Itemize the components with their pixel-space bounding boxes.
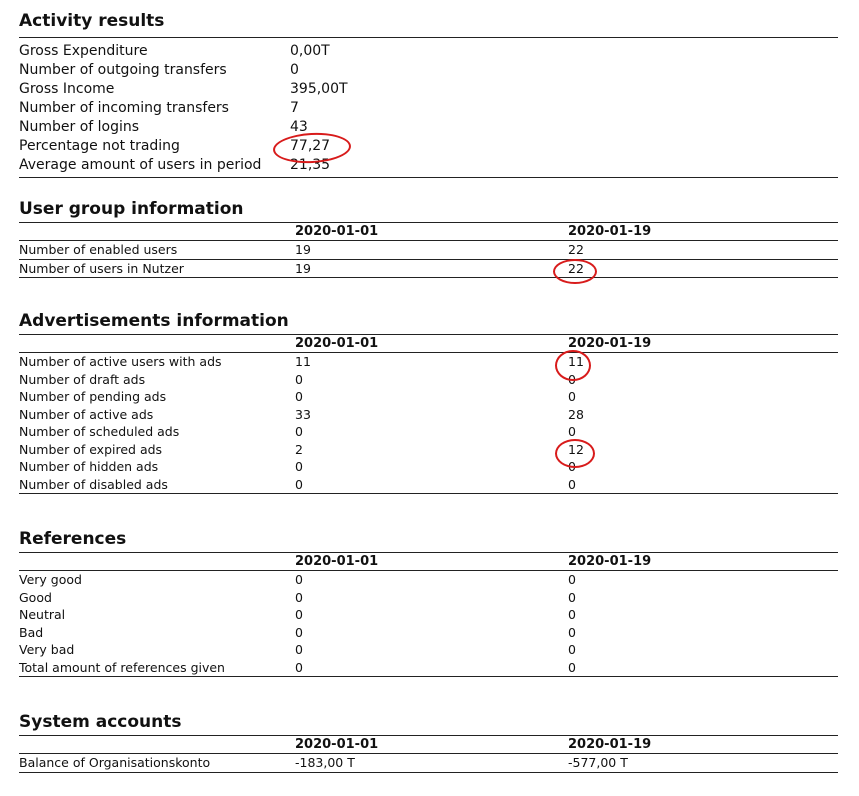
row-value: 0,00T <box>290 43 330 59</box>
row-label: Balance of Organisationskonto <box>19 755 211 770</box>
section-title-system-accounts: System accounts <box>19 712 182 732</box>
divider <box>19 772 838 773</box>
row-label: Number of active ads <box>19 406 154 422</box>
row-label: Good <box>19 589 52 605</box>
row-label: Number of outgoing transfers <box>19 62 227 78</box>
row-value: 7 <box>290 100 299 116</box>
column-header: 2020-01-19 <box>568 224 652 239</box>
column-header: 2020-01-01 <box>295 554 379 569</box>
row-label: Number of draft ads <box>19 371 146 387</box>
row-label: Average amount of users in period <box>19 157 262 173</box>
cell-value: 0 <box>568 589 576 605</box>
references-section <box>19 529 838 677</box>
row-label: Neutral <box>19 607 66 622</box>
activity-row <box>19 99 838 118</box>
cell-value: 2 <box>295 441 303 457</box>
row-label: Number of incoming transfers <box>19 100 229 116</box>
column-header: 2020-01-01 <box>295 224 379 239</box>
table-row <box>19 624 838 642</box>
table-row <box>19 606 838 624</box>
cell-value: 0 <box>295 424 303 439</box>
table-header <box>19 553 838 570</box>
activity-row <box>19 61 838 80</box>
activity-row <box>19 137 838 156</box>
row-value: 21,35 <box>290 157 331 173</box>
table-row <box>19 458 838 476</box>
row-label: Very good <box>19 572 82 587</box>
row-value: 0 <box>290 62 299 78</box>
cell-value: 0 <box>568 624 576 640</box>
row-label: Number of enabled users <box>19 242 178 257</box>
table-row <box>19 423 838 441</box>
cell-value: -577,00 T <box>568 755 628 770</box>
cell-value: 19 <box>295 242 311 257</box>
table-row <box>19 406 838 424</box>
row-value: 395,00T <box>290 81 348 97</box>
table-row <box>19 260 838 278</box>
table-row <box>19 388 838 406</box>
cell-value: 0 <box>568 659 576 675</box>
column-header: 2020-01-19 <box>568 554 652 569</box>
cell-value: 0 <box>295 659 303 675</box>
column-header: 2020-01-01 <box>295 336 379 351</box>
activity-results-section <box>19 11 838 178</box>
table-row <box>19 476 838 494</box>
table-row <box>19 441 838 459</box>
advertisements-section <box>19 311 838 494</box>
divider <box>19 177 838 178</box>
table-row <box>19 371 838 389</box>
row-value: 77,27 <box>290 138 331 154</box>
cell-value: 11 <box>295 354 311 369</box>
table-row <box>19 641 838 659</box>
row-label: Total amount of references given <box>19 659 225 675</box>
cell-value: 0 <box>568 476 576 492</box>
user-group-section <box>19 199 838 278</box>
row-label: Number of scheduled ads <box>19 424 180 439</box>
section-title-user-group: User group information <box>19 199 244 219</box>
row-label: Bad <box>19 624 44 640</box>
table-row <box>19 589 838 607</box>
divider <box>19 277 838 278</box>
cell-value: 0 <box>295 589 303 605</box>
cell-value: 0 <box>568 371 576 387</box>
system-accounts-section <box>19 712 838 773</box>
activity-row <box>19 118 838 137</box>
cell-value: 11 <box>568 354 584 369</box>
table-row <box>19 571 838 589</box>
cell-value: 33 <box>295 406 311 422</box>
cell-value: 0 <box>295 624 303 640</box>
row-label: Very bad <box>19 642 75 657</box>
row-label: Number of logins <box>19 119 140 135</box>
section-title-activity: Activity results <box>19 11 165 31</box>
cell-value: 0 <box>568 424 576 439</box>
column-header: 2020-01-19 <box>568 336 652 351</box>
table-header <box>19 736 838 753</box>
cell-value: 0 <box>295 607 303 622</box>
row-label: Number of hidden ads <box>19 459 159 474</box>
cell-value: 0 <box>295 389 303 404</box>
activity-row <box>19 156 838 175</box>
cell-value: 22 <box>568 242 584 257</box>
cell-value: 0 <box>568 607 576 622</box>
cell-value: 0 <box>568 572 576 587</box>
row-label: Number of expired ads <box>19 441 163 457</box>
section-title-advertisements: Advertisements information <box>19 311 289 331</box>
column-header: 2020-01-19 <box>568 737 652 752</box>
cell-value: -183,00 T <box>295 755 355 770</box>
cell-value: 12 <box>568 441 584 457</box>
cell-value: 0 <box>295 371 303 387</box>
row-label: Number of disabled ads <box>19 476 168 492</box>
row-value: 43 <box>290 119 308 135</box>
row-label: Number of active users with ads <box>19 354 222 369</box>
activity-row <box>19 42 838 61</box>
row-label: Number of users in Nutzer <box>19 260 184 276</box>
cell-value: 0 <box>568 642 576 657</box>
table-row <box>19 353 838 371</box>
row-label: Gross Expenditure <box>19 43 148 59</box>
cell-value: 28 <box>568 406 584 422</box>
table-row <box>19 754 838 772</box>
row-label: Percentage not trading <box>19 138 180 154</box>
cell-value: 0 <box>295 459 303 474</box>
cell-value: 22 <box>568 260 584 276</box>
divider <box>19 493 838 494</box>
table-header <box>19 223 838 240</box>
table-row <box>19 659 838 677</box>
cell-value: 0 <box>568 389 576 404</box>
row-label: Gross Income <box>19 81 115 97</box>
table-header <box>19 335 838 352</box>
cell-value: 0 <box>295 572 303 587</box>
section-title-references: References <box>19 529 127 549</box>
table-row <box>19 241 838 259</box>
cell-value: 19 <box>295 260 311 276</box>
activity-row <box>19 80 838 99</box>
cell-value: 0 <box>568 459 576 474</box>
column-header: 2020-01-01 <box>295 737 379 752</box>
cell-value: 0 <box>295 476 303 492</box>
cell-value: 0 <box>295 642 303 657</box>
row-label: Number of pending ads <box>19 389 167 404</box>
divider <box>19 676 838 677</box>
